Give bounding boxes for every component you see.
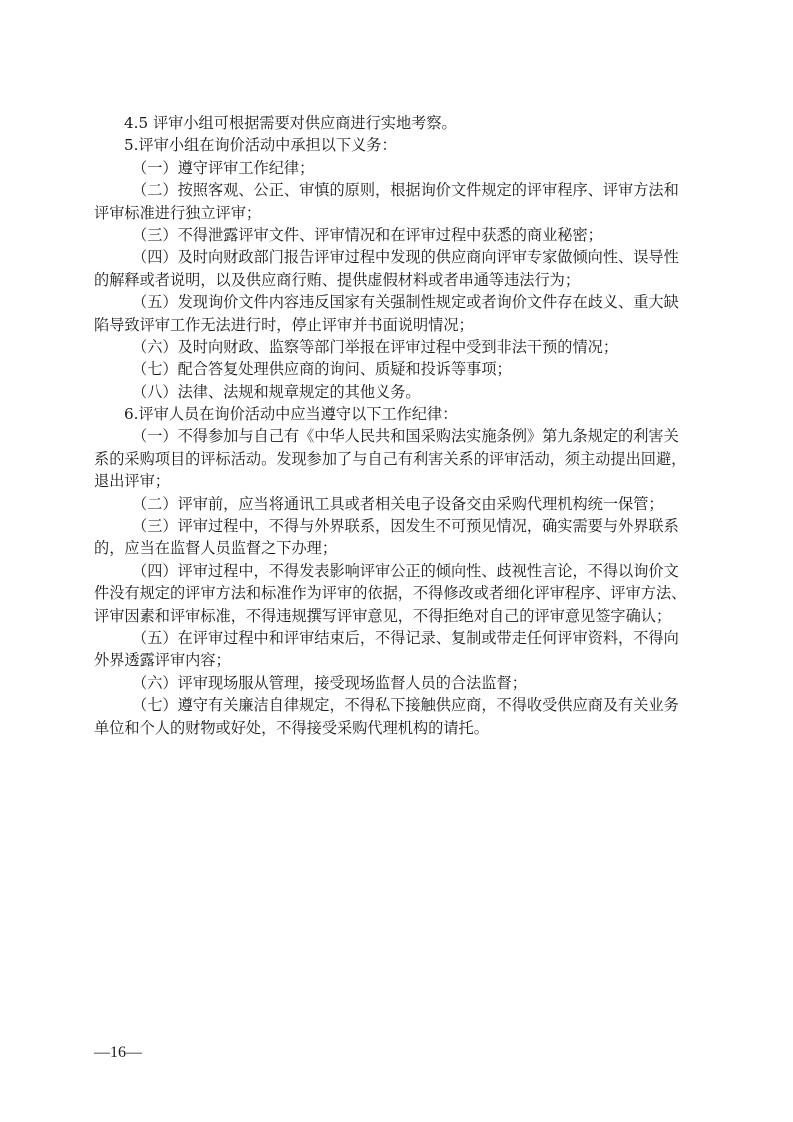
text-line: （三）不得泄露评审文件、评审情况和在评审过程中获悉的商业秘密； (132, 225, 603, 244)
text-line: （四）及时向财政部门报告评审过程中发现的供应商向评审专家做倾向性、误导性 (132, 248, 679, 267)
text-line: （二）评审前，应当将通讯工具或者相关电子设备交由采购代理机构统一保管； (132, 494, 664, 513)
text-line: 评审因素和评审标准，不得违规撰写评审意见，不得拒绝对自己的评审意见签字确认； (94, 606, 672, 625)
text-line: （一）遵守评审工作纪律； (132, 158, 315, 177)
text-line: （五）在评审过程中和评审结束后，不得记录、复制或带走任何评审资料，不得向 (132, 628, 679, 647)
text-line: （一）不得参加与自己有《中华人民共和国采购法实施条例》第九条规定的利害关 (132, 427, 679, 446)
text-line: （七）遵守有关廉洁自律规定，不得私下接触供应商，不得收受供应商及有关业务 (132, 696, 679, 715)
text-line: 外界透露评审内容； (94, 651, 231, 670)
text-line: 6.评审人员在询价活动中应当遵守以下工作纪律： (124, 405, 458, 424)
text-line: 系的采购项目的评标活动。发现参加了与自己有利害关系的评审活动，须主动提出回避， (94, 449, 687, 468)
text-line: 的，应当在监督人员监督之下办理； (94, 539, 337, 558)
text-line: 5.评审小组在询价活动中承担以下义务： (124, 136, 397, 155)
text-line: 4.5 评审小组可根据需要对供应商进行实地考察。 (124, 114, 457, 132)
text-line: （六）评审现场服从管理，接受现场监督人员的合法监督； (132, 673, 527, 692)
text-line: （二）按照客观、公正、审慎的原则，根据询价文件规定的评审程序、评审方法和 (132, 181, 679, 200)
text-line: 的解释或者说明，以及供应商行贿、提供虚假材料或者串通等违法行为； (94, 270, 580, 289)
text-line: （四）评审过程中，不得发表影响评审公正的倾向性、歧视性言论，不得以询价文 (132, 561, 679, 580)
text-line: 评审标准进行独立评审； (94, 203, 262, 222)
text-line: 陷导致评审工作无法进行时，停止评审并书面说明情况； (94, 315, 474, 334)
text-line: （七）配合答复处理供应商的询问、质疑和投诉等事项； (132, 360, 512, 379)
text-line: （八）法律、法规和规章规定的其他义务。 (132, 382, 421, 401)
page-number: —16— (94, 1044, 142, 1061)
document-body (94, 112, 700, 739)
text-line: （三）评审过程中，不得与外界联系，因发生不可预见情况，确实需要与外界联系 (132, 517, 679, 536)
text-line: （五）发现询价文件内容违反国家有关强制性规定或者询价文件存在歧义、重大缺 (132, 293, 679, 312)
text-line: 退出评审； (94, 472, 170, 491)
text-line: （六）及时向财政、监察等部门举报在评审过程中受到非法干预的情况； (132, 337, 618, 356)
text-line: 单位和个人的财物或好处，不得接受采购代理机构的请托。 (94, 718, 489, 737)
text-line: 件没有规定的评审方法和标准作为评审的依据，不得修改或者细化评审程序、评审方法、 (94, 584, 687, 603)
